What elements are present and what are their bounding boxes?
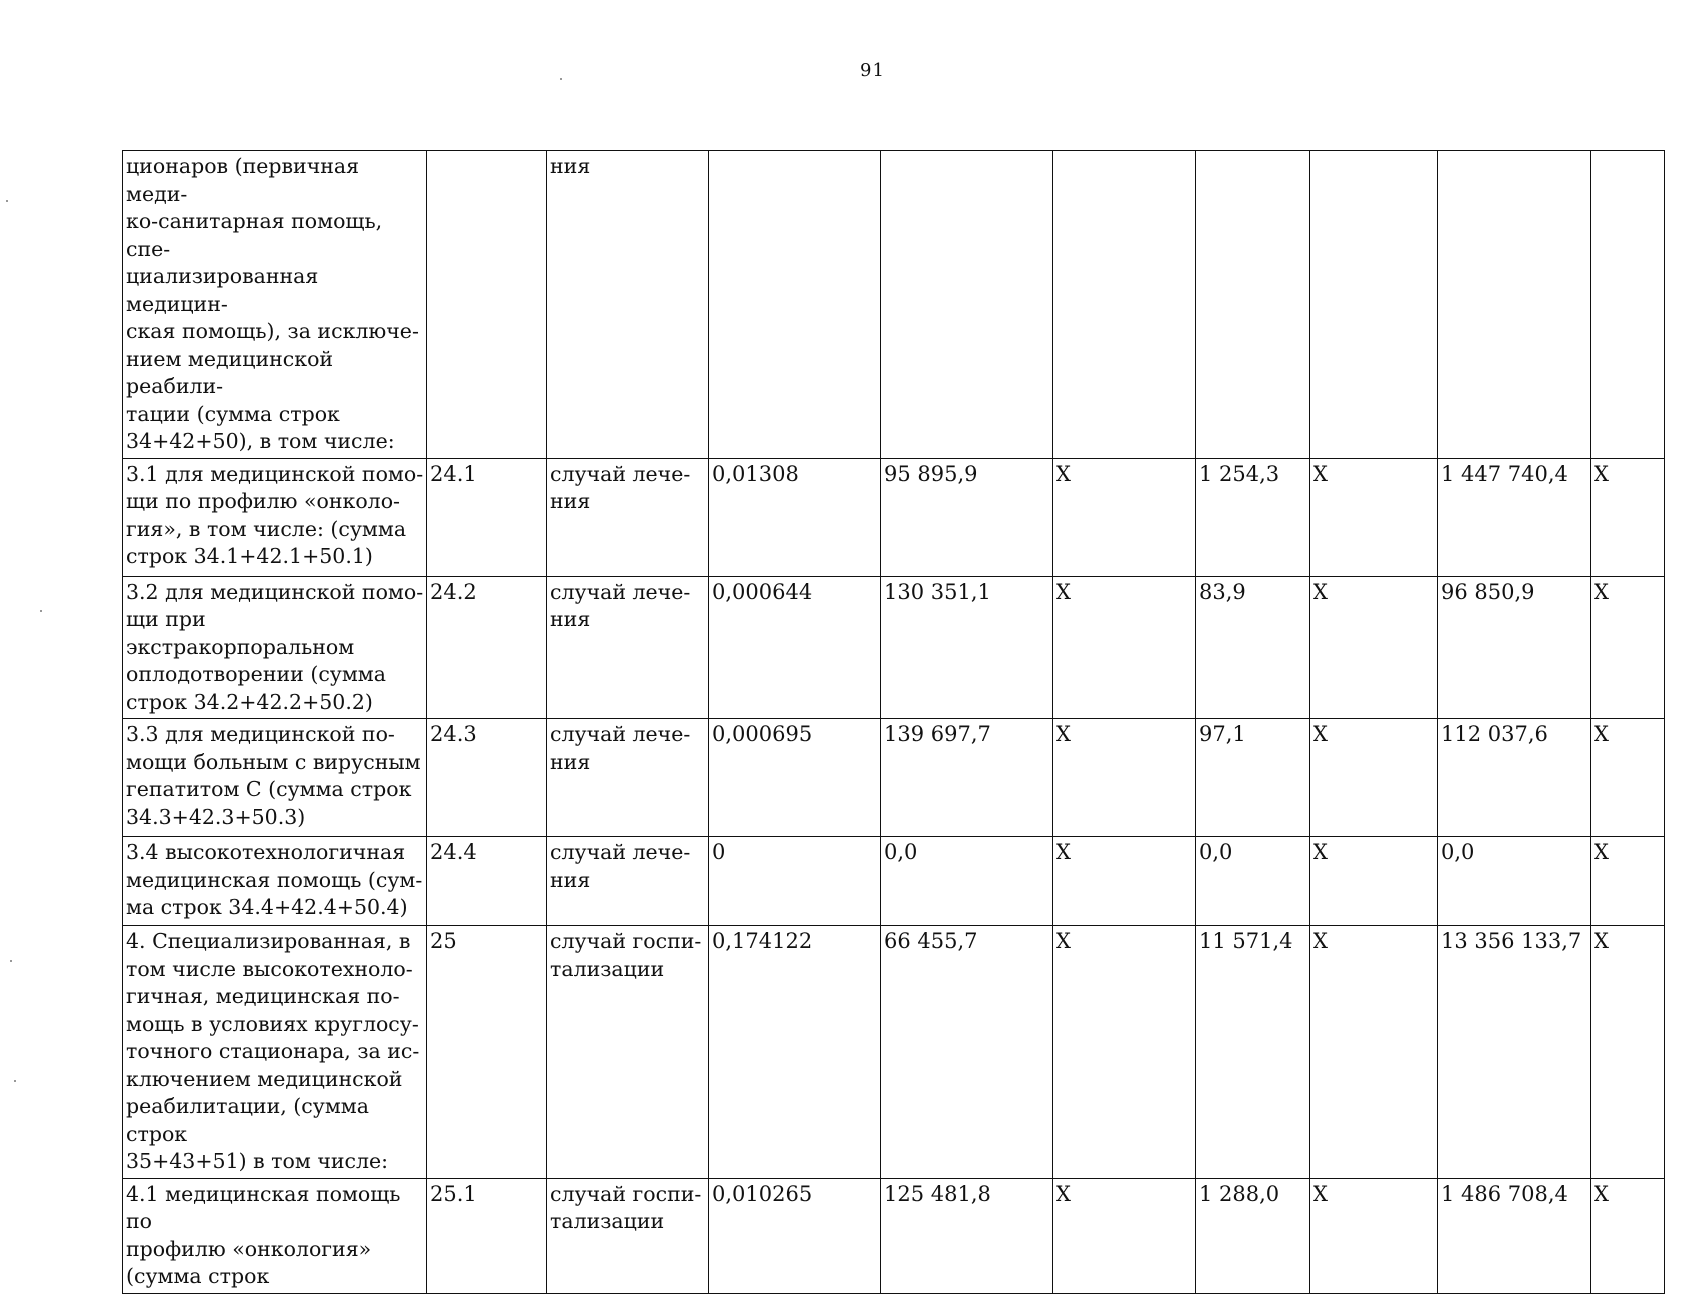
row-name-cell: 4.1 медицинская помощь по профилю «онкология» (сумма строк [123,1178,427,1293]
budget-total-cell: X [1310,576,1438,719]
row-unit-cell: случай лече- ния [547,576,709,719]
row-unit-cell: случай госпи- тализации [547,1178,709,1293]
norm-cost-cell: 0,0 [881,837,1053,926]
budget-total-cell: X [1310,837,1438,926]
row-name-cell: 3.4 высокотехнологичная медицинская помощь (сум- ма строк 34.4+42.4+50.4) [123,837,427,926]
table-row [123,151,1665,459]
oms-per-capita-cell [1196,151,1310,459]
row-code-cell: 24.1 [427,458,547,576]
budget-per-capita-cell: X [1053,926,1196,1179]
share-cell: X [1591,458,1665,576]
row-unit-cell: случай лече- ния [547,719,709,837]
program-financing-table [122,150,1665,1294]
row-code-cell [427,151,547,459]
row-unit-cell: случай лече- ния [547,458,709,576]
norm-volume-cell: 0,01308 [709,458,881,576]
page-number: 91 [860,60,885,81]
budget-total-cell [1310,151,1438,459]
budget-per-capita-cell: X [1053,1178,1196,1293]
budget-per-capita-cell: X [1053,458,1196,576]
norm-volume-cell: 0,174122 [709,926,881,1179]
share-cell: X [1591,837,1665,926]
table-row [123,926,1665,1179]
oms-per-capita-cell: 1 288,0 [1196,1178,1310,1293]
budget-per-capita-cell: X [1053,576,1196,719]
row-code-cell: 24.2 [427,576,547,719]
norm-cost-cell [881,151,1053,459]
oms-total-cell: 96 850,9 [1438,576,1591,719]
scan-speck [10,960,12,962]
share-cell: X [1591,719,1665,837]
share-cell: X [1591,576,1665,719]
oms-per-capita-cell: 83,9 [1196,576,1310,719]
row-name-cell: 3.3 для медицинской по- мощи больным с вирусным гепатитом С (сумма строк 34.3+42.3+50.3) [123,719,427,837]
row-unit-cell: ния [547,151,709,459]
oms-total-cell: 1 447 740,4 [1438,458,1591,576]
norm-volume-cell: 0,000695 [709,719,881,837]
oms-per-capita-cell: 97,1 [1196,719,1310,837]
oms-total-cell: 1 486 708,4 [1438,1178,1591,1293]
oms-per-capita-cell: 11 571,4 [1196,926,1310,1179]
oms-per-capita-cell: 0,0 [1196,837,1310,926]
oms-total-cell: 0,0 [1438,837,1591,926]
row-code-cell: 25.1 [427,1178,547,1293]
oms-total-cell: 13 356 133,7 [1438,926,1591,1179]
row-name-cell: 3.1 для медицинской помо- щи по профилю «онколо- гия», в том числе: (сумма строк 34.1+42.1+50.1) [123,458,427,576]
budget-per-capita-cell [1053,151,1196,459]
budget-per-capita-cell: X [1053,837,1196,926]
norm-volume-cell: 0 [709,837,881,926]
norm-cost-cell: 66 455,7 [881,926,1053,1179]
scan-speck [6,200,8,202]
row-name-cell: ционаров (первичная меди- ко-санитарная помощь, спе- циализированная медицин- ская помощь), за исключе- нием медицинской реабили- тации (сумма строк 34+42+50), в том числе: [123,151,427,459]
table-row [123,719,1665,837]
budget-total-cell: X [1310,458,1438,576]
norm-cost-cell: 125 481,8 [881,1178,1053,1293]
row-unit-cell: случай госпи- тализации [547,926,709,1179]
row-name-cell: 4. Специализированная, в том числе высокотехноло- гичная, медицинская по- мощь в условиях круглосу- точного стационара, за ис- ключением медицинской реабилитации, (сумма строк 35+43+51) в том числе: [123,926,427,1179]
scan-speck [560,78,562,80]
budget-total-cell: X [1310,1178,1438,1293]
budget-per-capita-cell: X [1053,719,1196,837]
norm-volume-cell [709,151,881,459]
oms-total-cell: 112 037,6 [1438,719,1591,837]
table-row [123,1178,1665,1293]
norm-volume-cell: 0,000644 [709,576,881,719]
row-name-cell: 3.2 для медицинской помо- щи при экстракорпоральном оплодотворении (сумма строк 34.2+42.2+50.2) [123,576,427,719]
row-unit-cell: случай лече- ния [547,837,709,926]
share-cell [1591,151,1665,459]
oms-total-cell [1438,151,1591,459]
oms-per-capita-cell: 1 254,3 [1196,458,1310,576]
scan-speck [14,1080,16,1082]
table-row [123,837,1665,926]
table-row [123,576,1665,719]
share-cell: X [1591,1178,1665,1293]
norm-cost-cell: 130 351,1 [881,576,1053,719]
row-code-cell: 24.3 [427,719,547,837]
norm-cost-cell: 139 697,7 [881,719,1053,837]
budget-total-cell: X [1310,926,1438,1179]
norm-volume-cell: 0,010265 [709,1178,881,1293]
scan-speck [40,610,42,612]
row-code-cell: 24.4 [427,837,547,926]
table-row [123,458,1665,576]
norm-cost-cell: 95 895,9 [881,458,1053,576]
share-cell: X [1591,926,1665,1179]
budget-total-cell: X [1310,719,1438,837]
row-code-cell: 25 [427,926,547,1179]
